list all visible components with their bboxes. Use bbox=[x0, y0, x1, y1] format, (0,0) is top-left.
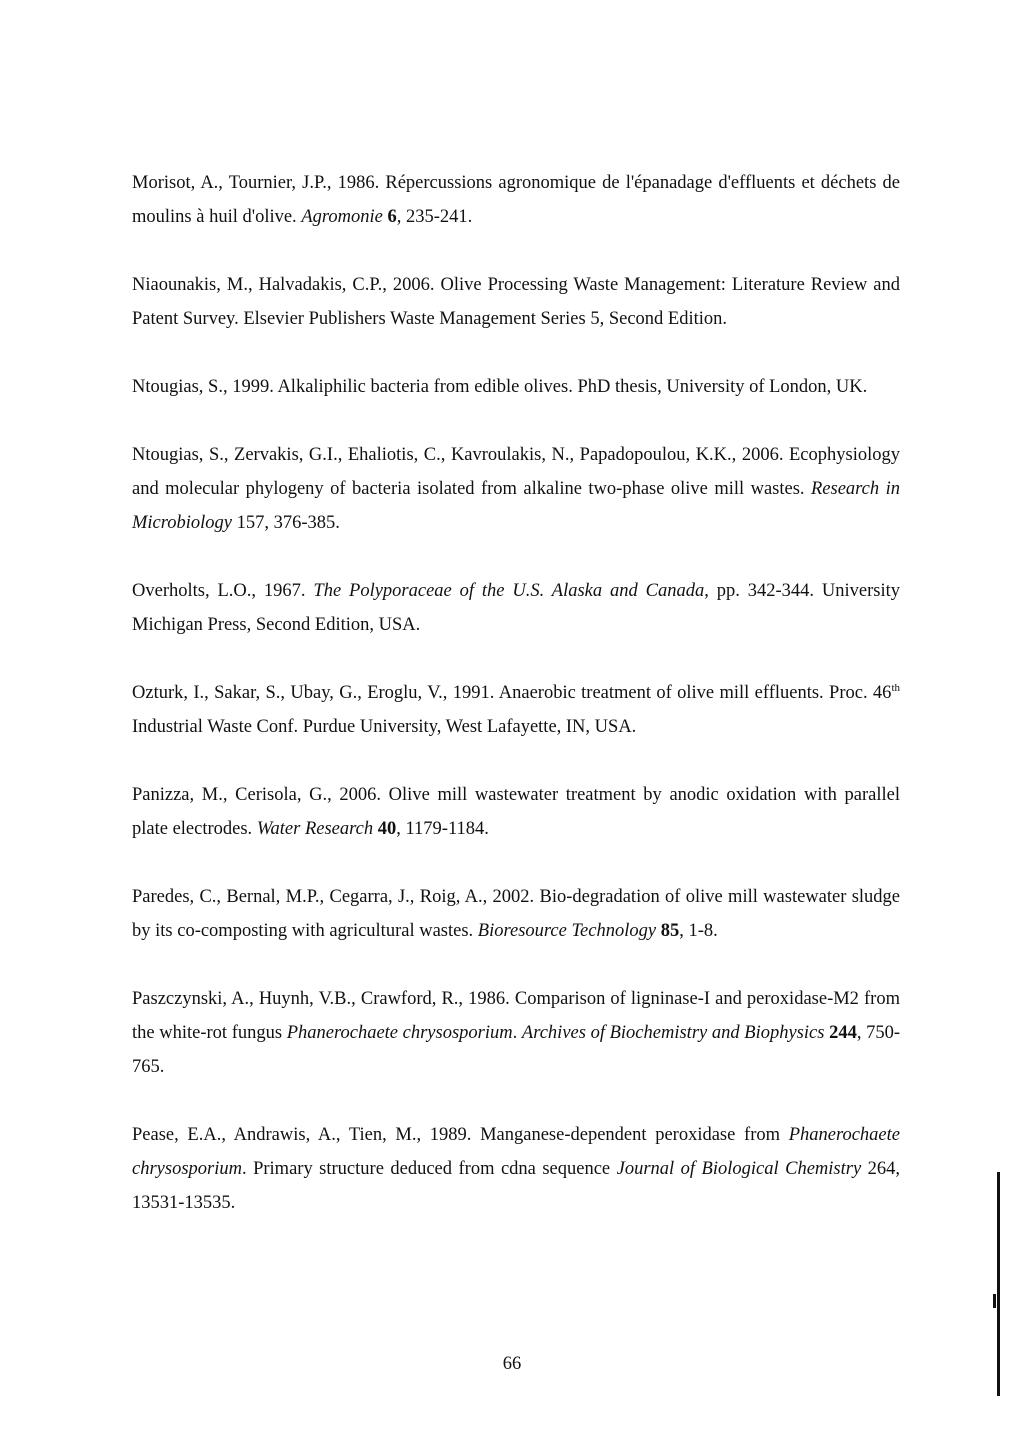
ref-title-continued: . Primary structure deduced from cdna sequence bbox=[241, 1159, 617, 1179]
ref-volume: 6 bbox=[387, 207, 397, 227]
ref-journal: Bioresource Technology bbox=[477, 921, 657, 941]
ref-pages: , 1-8. bbox=[679, 921, 718, 941]
ref-authors: Panizza, M., Cerisola, G., 2006. bbox=[132, 785, 382, 805]
ref-title: Ecophysiology and molecular phylogeny of bacteria isolated from alkaline two-phase olive mill wastes. bbox=[132, 445, 901, 499]
reference-niaounakis-2006 bbox=[132, 268, 900, 336]
ref-volume: 85 bbox=[660, 921, 680, 941]
ref-title: Anaerobic treatment of olive mill effluents. Proc. 46 bbox=[494, 683, 892, 703]
reference-ozturk-1991 bbox=[132, 676, 900, 744]
ref-pages: , 376-385. bbox=[264, 513, 340, 533]
reference-ntougias-2006 bbox=[132, 438, 900, 540]
ref-authors: Morisot, A., Tournier, J.P., 1986. bbox=[132, 173, 380, 193]
ref-pages: , 1179-1184. bbox=[396, 819, 489, 839]
ref-title: Olive mill wastewater treatment by anodic oxidation with parallel plate electrodes. bbox=[132, 785, 900, 839]
ref-title: Répercussions agronomique de l'épanadage d'effluents et déchets de moulins à huil d'olive. bbox=[132, 173, 900, 227]
ref-superscript: th bbox=[891, 681, 900, 694]
ref-authors: Paszczynski, A., Huynh, V.B., Crawford, R., 1986. bbox=[132, 989, 510, 1009]
ref-title: Bio-degradation of olive mill wastewater sludge by its co-composting with agricultural wastes. bbox=[132, 887, 900, 941]
reference-pease-1989 bbox=[132, 1118, 900, 1220]
ref-volume: 264 bbox=[867, 1159, 896, 1179]
ref-pages: , 750-765. bbox=[132, 1023, 901, 1077]
reference-list bbox=[132, 166, 900, 1254]
ref-authors: Overholts, L.O., 1967. bbox=[132, 581, 306, 601]
reference-morisot-1986 bbox=[132, 166, 900, 234]
ref-title-continued: Industrial Waste Conf. Purdue University, West Lafayette, IN, USA. bbox=[132, 717, 637, 737]
reference-ntougias-1999 bbox=[132, 370, 900, 404]
margin-rule-mark bbox=[993, 1294, 996, 1308]
ref-journal: Archives of Biochemistry and Biophysics bbox=[521, 1023, 825, 1043]
ref-pages: , 235-241. bbox=[396, 207, 473, 227]
ref-volume: 40 bbox=[377, 819, 397, 839]
ref-journal: Water Research bbox=[256, 819, 374, 839]
ref-volume: 157 bbox=[236, 513, 265, 533]
ref-journal: Journal of Biological Chemistry bbox=[616, 1159, 862, 1179]
ref-journal: Agromonie bbox=[301, 207, 383, 227]
ref-pages: , 13531-13535. bbox=[132, 1159, 901, 1213]
ref-title: Olive Processing Waste Management: Literature Review and Patent Survey. Elsevier Publishers Waste Management Series 5, Second Edition. bbox=[132, 275, 901, 329]
ref-authors: Ozturk, I., Sakar, S., Ubay, G., Eroglu, V., 1991. bbox=[132, 683, 495, 703]
reference-paredes-2002 bbox=[132, 880, 900, 948]
margin-rule bbox=[997, 1172, 1000, 1396]
ref-journal: The Polyporaceae of the U.S. Alaska and Canada bbox=[313, 581, 705, 601]
ref-species: Phanerochaete chrysosporium bbox=[132, 1125, 900, 1179]
ref-volume: 244 bbox=[829, 1023, 857, 1043]
ref-title-continued: . bbox=[512, 1023, 522, 1043]
reference-panizza-2006 bbox=[132, 778, 900, 846]
ref-title: Comparison of ligninase-I and peroxidase-M2 from the white-rot fungus bbox=[132, 989, 900, 1043]
ref-species: Phanerochaete chrysosporium bbox=[286, 1023, 513, 1043]
ref-journal: Research in Microbiology bbox=[132, 479, 900, 533]
ref-authors: Pease, E.A., Andrawis, A., Tien, M., 1989. bbox=[132, 1125, 472, 1145]
reference-paszczynski-1986 bbox=[132, 982, 900, 1084]
ref-authors: Ntougias, S., Zervakis, G.I., Ehaliotis, C., Kavroulakis, N., Papadopoulou, K.K., 2006. bbox=[132, 445, 784, 465]
reference-overholts-1967 bbox=[132, 574, 900, 642]
page-number: 66 bbox=[502, 1354, 522, 1374]
ref-title: Alkaliphilic bacteria from edible olives. PhD thesis, University of London, UK. bbox=[273, 377, 868, 397]
ref-authors: Niaounakis, M., Halvadakis, C.P., 2006. bbox=[132, 275, 435, 295]
ref-authors: Ntougias, S., 1999. bbox=[132, 377, 274, 397]
ref-authors: Paredes, C., Bernal, M.P., Cegarra, J., Roig, A., 2002. bbox=[132, 887, 535, 907]
ref-title: Manganese-dependent peroxidase from bbox=[471, 1125, 789, 1145]
ref-pages: , pp. 342-344. University Michigan Press, Second Edition, USA. bbox=[132, 581, 901, 635]
